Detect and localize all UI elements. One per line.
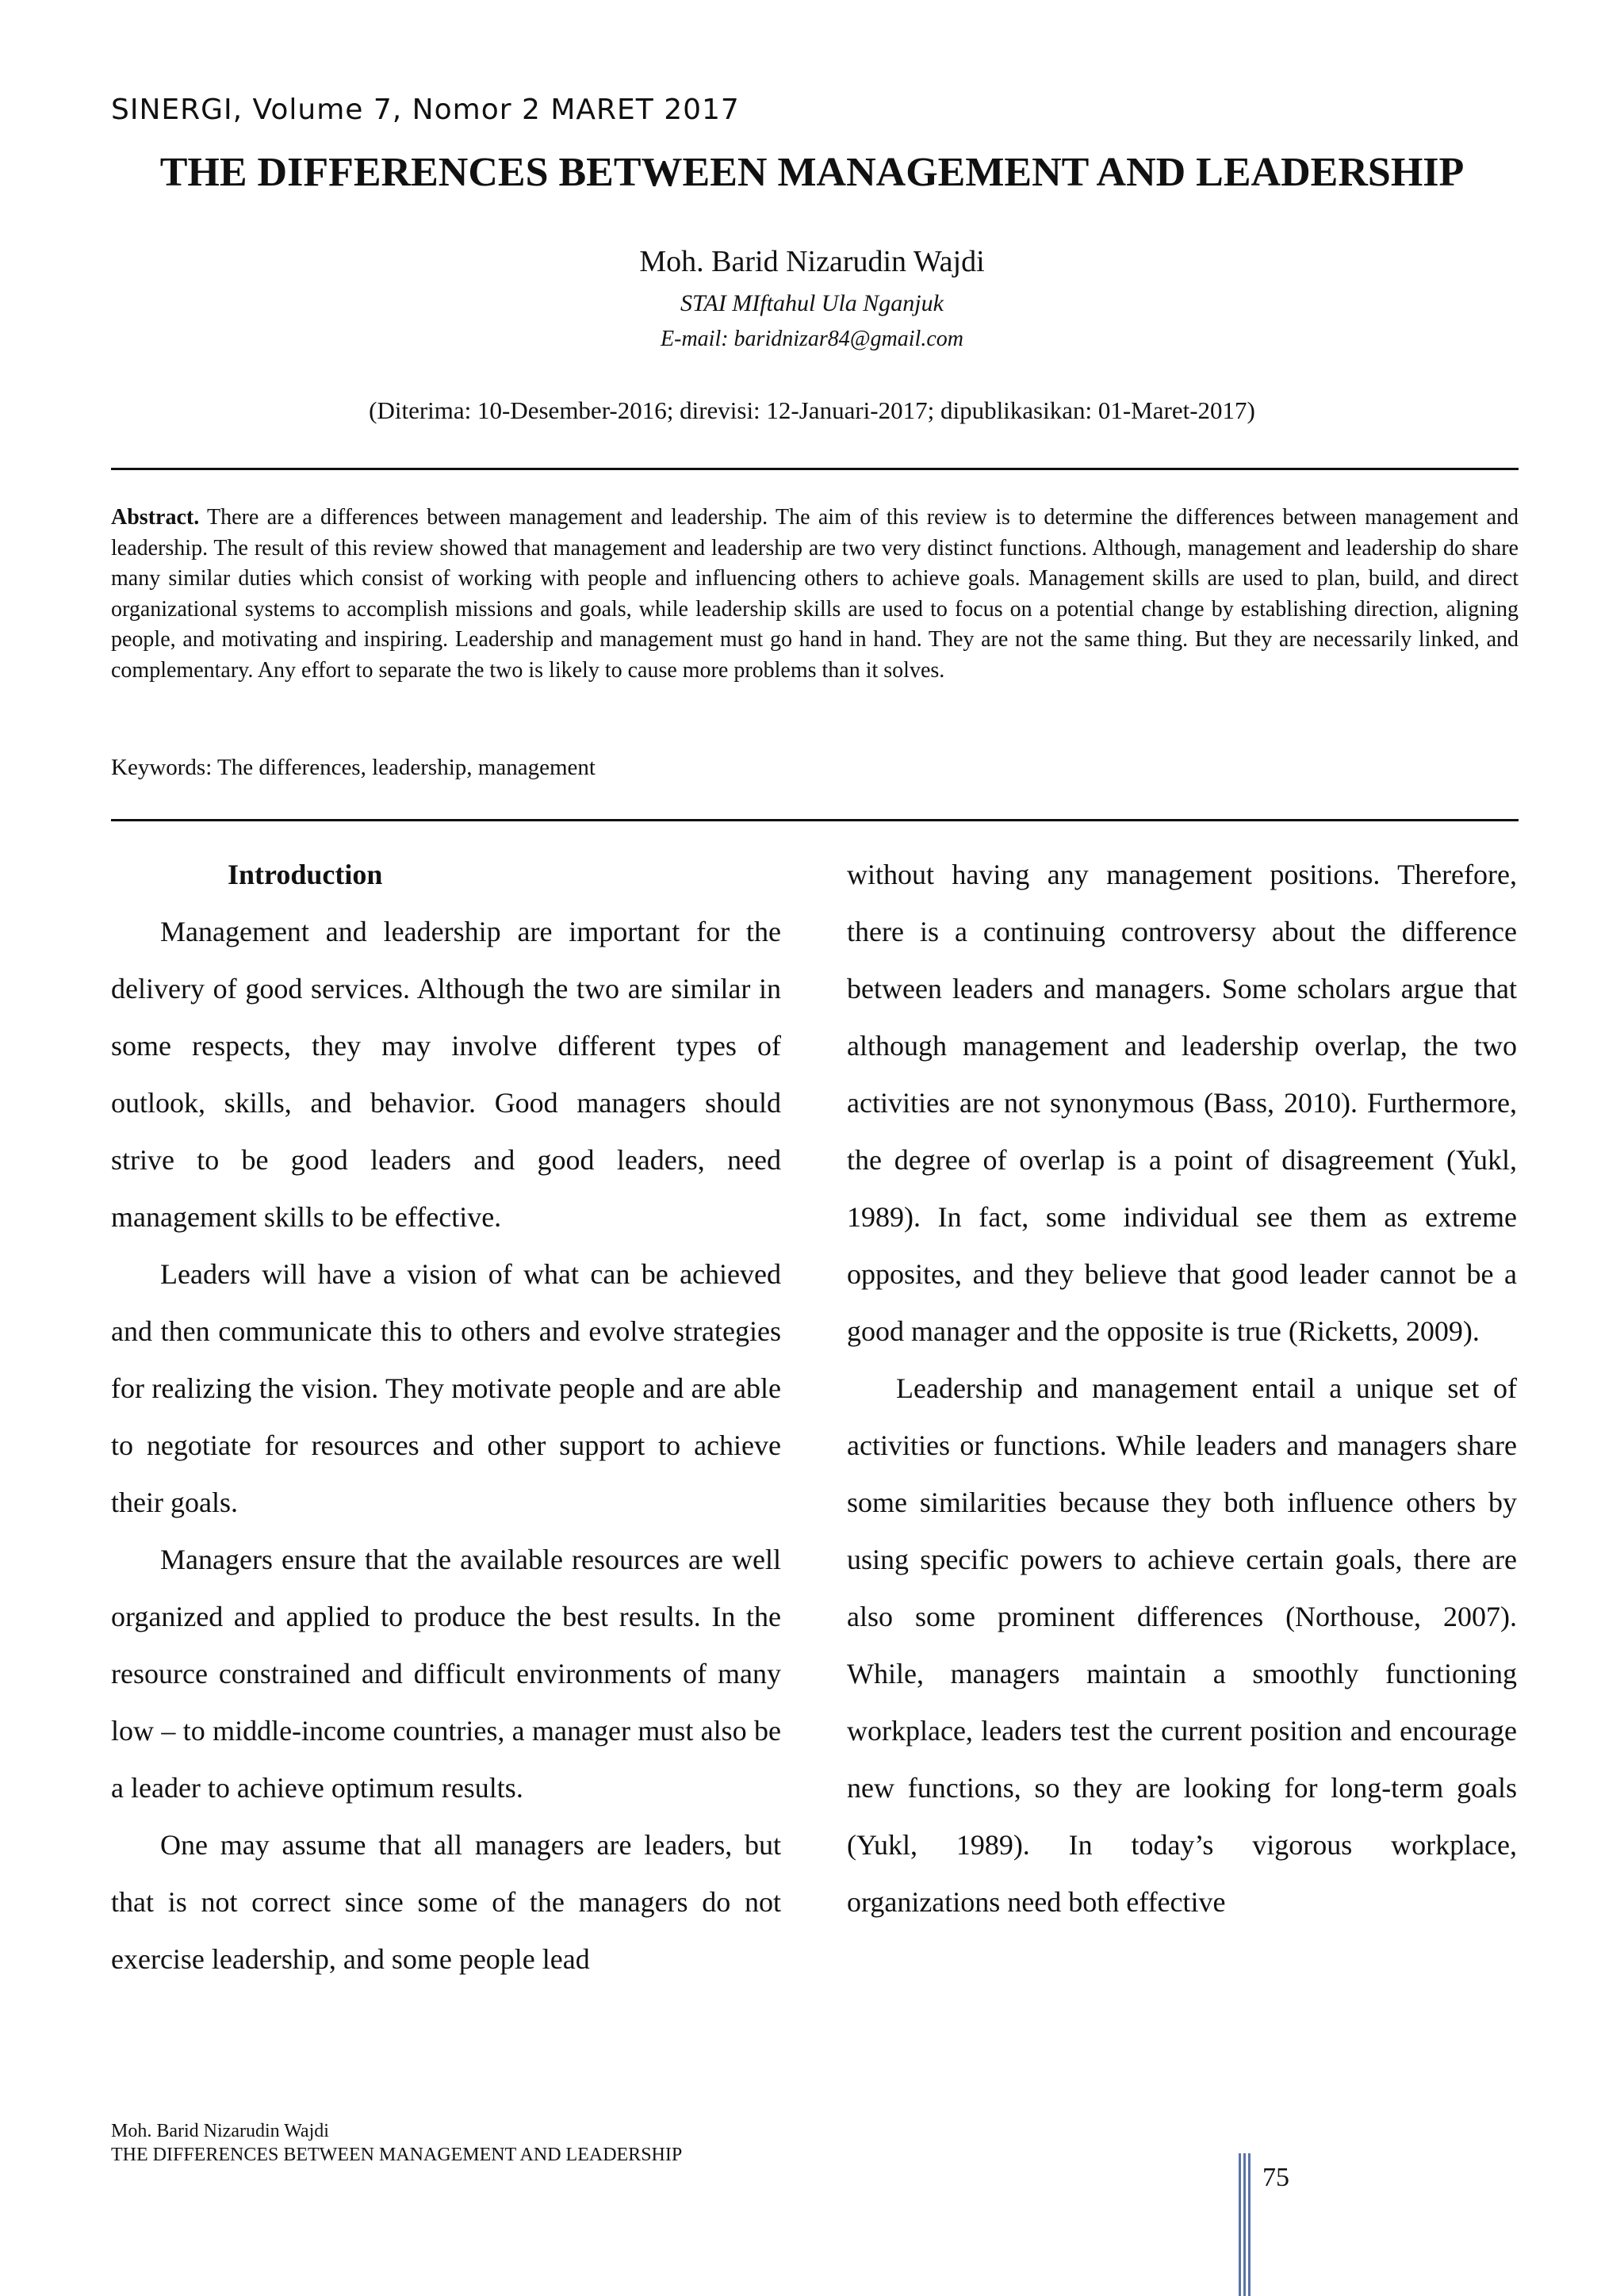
abstract-label: Abstract. bbox=[111, 505, 200, 530]
body-paragraph: Leaders will have a vision of what can be achieved and then communicate this to others and evolve strategies for realizing the vision. They motivate people and are able to negotiate for resources and other support to achieve their goals. bbox=[111, 1258, 781, 1518]
body-paragraph: without having any management positions. Therefore, there is a continuing controversy about the difference between leaders and managers. Some scholars argue that although management and leadership overlap, the two activities are not synonymous (Bass, 2010). Furthermore, the degree of overlap is a point of disagreement (Yukl, 1989). In fact, some individual see them as extreme opposites, and they believe that good leader cannot be a good manager and the opposite is true (Ricketts, 2009). bbox=[847, 859, 1517, 1347]
body-paragraph: One may assume that all managers are leaders, but that is not correct since some of the managers do not exercise leadership, and some people lead bbox=[111, 1829, 781, 1975]
page-footer bbox=[111, 2119, 682, 2167]
abstract-divider bbox=[111, 819, 1519, 821]
abstract-text: There are a differences between management and leadership. The aim of this review is to determine the differences between management and leadership. The result of this review showed that management and leadership are two very distinct functions. Although, management and leadership do share many similar duties which consist of working with people and influencing others to achieve goals. Management skills are used to plan, build, and direct organizational systems to accomplish missions and goals, while leadership skills are used to focus on a potential change by establishing direction, aligning people, and motivating and inspiring. Leadership and management must go hand in hand. They are not the same thing. But they are necessarily linked, and complementary. Any effort to separate the two is likely to cause more problems than it solves. bbox=[111, 505, 1519, 683]
body-paragraph: Leadership and management entail a unique set of activities or functions. While leaders and managers share some similarities because they both influence others by using specific powers to achieve certain goals, there are also some prominent differences (Northouse, 2007). While, managers maintain a smoothly functioning workplace, leaders test the current position and encourage new functions, so they are looking for long-term goals (Yukl, 1989). In today’s vigorous workplace, organizations need both effective bbox=[847, 1372, 1517, 1918]
page-number-bar bbox=[1239, 2153, 1251, 2296]
page-number: 75 bbox=[1262, 2163, 1289, 2192]
author-affiliation: STAI MIftahul Ula Nganjuk bbox=[680, 290, 944, 316]
paper-title: THE DIFFERENCES BETWEEN MANAGEMENT AND LEADERSHIP bbox=[159, 150, 1465, 195]
keywords: Keywords: The differences, leadership, management bbox=[111, 755, 596, 780]
section-heading: Introduction bbox=[228, 859, 383, 890]
left-column bbox=[111, 846, 781, 1988]
footer-title: THE DIFFERENCES BETWEEN MANAGEMENT AND LEADERSHIP bbox=[111, 2145, 683, 2165]
right-column bbox=[847, 846, 1517, 1931]
abstract bbox=[111, 503, 1519, 686]
author-name: Moh. Barid Nizarudin Wajdi bbox=[639, 245, 985, 278]
body-paragraph: Managers ensure that the available resources are well organized and applied to produce the best results. In the resource constrained and difficult environments of many low – to middle-income countries, a manager must also be a leader to achieve optimum results. bbox=[111, 1544, 781, 1804]
author-email: E-mail: baridnizar84@gmail.com bbox=[661, 327, 963, 351]
footer-author: Moh. Barid Nizarudin Wajdi bbox=[111, 2121, 329, 2141]
journal-line: SINERGI, Volume 7, Nomor 2 MARET 2017 bbox=[111, 94, 740, 126]
body-paragraph: Management and leadership are important for the delivery of good services. Although the two are similar in some respects, they may involve different types of outlook, skills, and behavior. Good managers should strive to be good leaders and good leaders, need management skills to be effective. bbox=[111, 916, 781, 1233]
top-divider bbox=[111, 468, 1519, 470]
publication-dates: (Diterima: 10-Desember-2016; direvisi: 12-Januari-2017; dipublikasikan: 01-Maret-2017) bbox=[369, 396, 1255, 424]
